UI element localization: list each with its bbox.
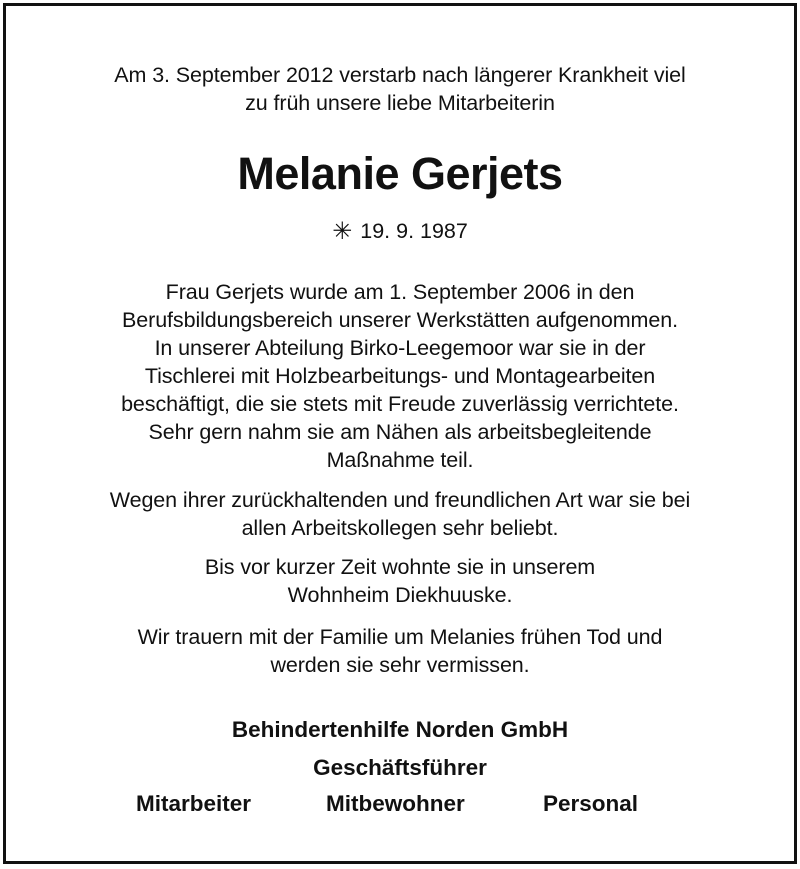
signature-organization: Behindertenhilfe Norden GmbH bbox=[231, 717, 569, 742]
paragraph-1-line-5: beschäftigt, die sie stets mit Freude zuverlässig verrichtete. bbox=[121, 392, 679, 416]
paragraph-4-line-2: werden sie sehr vermissen. bbox=[270, 653, 530, 677]
signature-group-residents: Mitbewohner bbox=[326, 791, 465, 816]
paragraph-3-line-2: Wohnheim Diekhuuske. bbox=[287, 583, 513, 607]
deceased-name: Melanie Gerjets bbox=[237, 148, 563, 199]
paragraph-1-line-7: Maßnahme teil. bbox=[326, 448, 474, 472]
birth-date: 19. 9. 1987 bbox=[360, 219, 468, 243]
intro-line-2: zu früh unsere liebe Mitarbeiterin bbox=[245, 91, 555, 115]
birth-date-line bbox=[6, 217, 794, 246]
paragraph-1-line-4: Tischlerei mit Holzbearbeitungs- und Montagearbeiten bbox=[144, 364, 656, 388]
paragraph-3-line-1: Bis vor kurzer Zeit wohnte sie in unserem bbox=[204, 555, 596, 579]
obituary-notice bbox=[3, 3, 797, 864]
paragraph-1-line-6: Sehr gern nahm sie am Nähen als arbeitsbegleitende bbox=[148, 420, 652, 444]
paragraph-2-line-1: Wegen ihrer zurückhaltenden und freundlichen Art war sie bei bbox=[109, 488, 691, 512]
signature-group-personnel: Personal bbox=[543, 791, 639, 816]
notice-content bbox=[6, 6, 794, 861]
signature-role: Geschäftsführer bbox=[313, 755, 487, 780]
paragraph-1-line-1: Frau Gerjets wurde am 1. September 2006 in den bbox=[165, 280, 635, 304]
birth-star-icon: ✳ bbox=[332, 218, 353, 245]
paragraph-1-line-2: Berufsbildungsbereich unserer Werkstätten aufgenommen. bbox=[122, 308, 678, 332]
intro-line-1: Am 3. September 2012 verstarb nach längerer Krankheit viel bbox=[114, 63, 686, 87]
paragraph-4-line-1: Wir trauern mit der Familie um Melanies frühen Tod und bbox=[137, 625, 663, 649]
signature-group-staff: Mitarbeiter bbox=[136, 791, 252, 816]
paragraph-1-line-3: In unserer Abteilung Birko-Leegemoor war sie in der bbox=[154, 336, 646, 360]
paragraph-2-line-2: allen Arbeitskollegen sehr beliebt. bbox=[241, 516, 559, 540]
